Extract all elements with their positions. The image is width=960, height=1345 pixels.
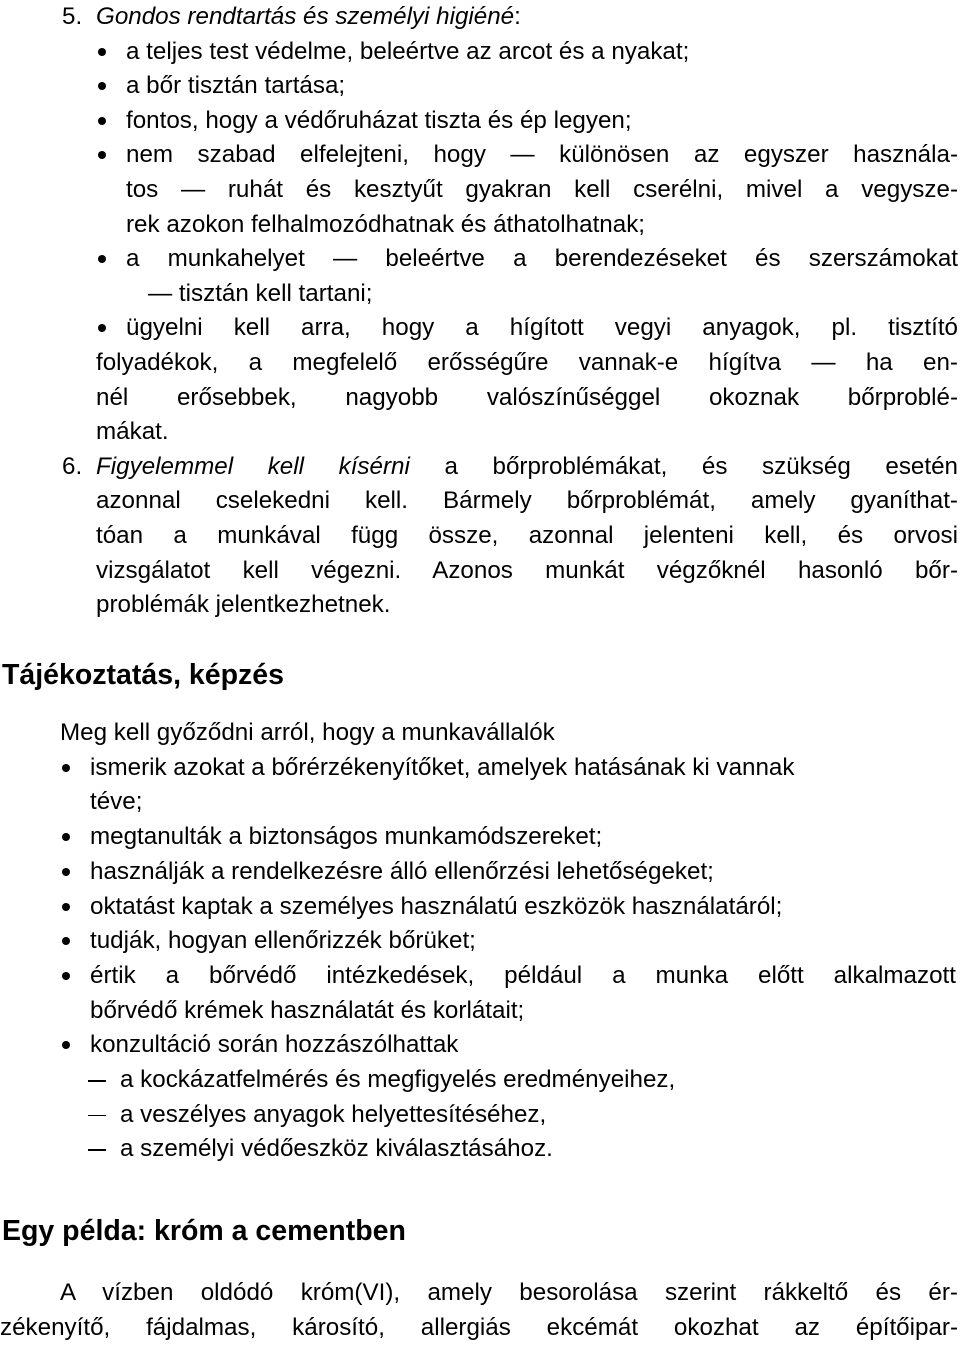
section-6-line	[96, 450, 958, 485]
list-item	[62, 311, 958, 346]
list-item-line: rek azokon felhalmozódhatnak és áthatolhatnak;	[126, 210, 646, 238]
list-item	[60, 959, 956, 1028]
list-item-line: ismerik azokat a bőrérzékenyítőket, amelyek hatásának ki vannak	[90, 753, 795, 781]
list-item	[62, 69, 958, 104]
sub-list-item-text: a személyi védőeszköz kiválasztásához.	[120, 1135, 553, 1163]
list-item	[60, 855, 956, 890]
list-item	[62, 138, 958, 242]
section-5-heading	[62, 0, 958, 35]
training-intro: Meg kell győződni arról, hogy a munkavállalók	[60, 719, 555, 746]
list-item-line: a munkahelyet — beleértve a berendezéseket és szerszámokat	[126, 245, 958, 273]
list-item-text: a bőr tisztán tartása;	[126, 72, 346, 100]
list-item-text: fontos, hogy a védőruházat tiszta és ép legyen;	[126, 106, 632, 134]
list-item-line: megtanulták a biztonságos munkamódszereket;	[90, 823, 603, 851]
heading-example: Egy példa: króm a cementben	[2, 1215, 406, 1247]
list-item	[60, 924, 956, 959]
list-item	[62, 242, 958, 311]
section-5-number: 5.	[62, 3, 83, 30]
sub-list-item-text: a veszélyes anyagok helyettesítéséhez,	[120, 1100, 547, 1128]
section-6-line1-rest: a bőrproblémákat, és szükség esetén	[409, 452, 958, 480]
list-item-line: folyadékok, a megfelelő erősségűre vannak-e hígítva — ha en-	[96, 348, 958, 376]
list-item-line: téve;	[90, 788, 143, 816]
example-line: A vízben oldódó króm(VI), amely besorolása szerint rákkeltő és ér-	[60, 1279, 958, 1306]
list-item	[60, 890, 956, 925]
bullet-icon	[98, 48, 106, 56]
bullet-icon	[98, 151, 106, 159]
list-item-line: ügyelni kell arra, hogy a hígított vegyi anyagok, pl. tisztító	[126, 314, 958, 342]
list-item-line: — tisztán kell tartani;	[148, 279, 373, 307]
dash-icon	[88, 1149, 106, 1151]
list-item-line: oktatást kaptak a személyes használatú eszközök használatáról;	[90, 892, 783, 920]
bullet-icon	[62, 903, 70, 911]
section-6-number: 6.	[62, 452, 83, 480]
list-item-line: értik a bőrvédő intézkedések, például a munka előtt alkalmazott	[90, 961, 956, 989]
bullet-icon	[62, 868, 70, 876]
list-item	[62, 35, 958, 70]
section-6-line: azonnal cselekedni kell. Bármely bőrproblémát, amely gyaníthat-	[96, 487, 958, 515]
section-6-paragraph	[62, 450, 958, 623]
bullet-icon	[62, 937, 70, 945]
section-6-line: problémák jelentkezhetnek.	[96, 591, 391, 619]
list-item-line: nél erősebbek, nagyobb valószínűséggel okoznak bőrproblé-	[96, 383, 958, 411]
example-line: zékenyítő, fájdalmas, károsító, allergiás ekcémát okozhat az építőipar-	[0, 1314, 958, 1341]
heading-training: Tájékoztatás, képzés	[2, 659, 284, 691]
list-item-line: nem szabad elfelejteni, hogy — különösen az egyszer használa-	[126, 141, 958, 169]
section-6-line: vizsgálatot kell végezni. Azonos munkát végzőknél hasonló bőr-	[96, 556, 958, 584]
list-item-text: a teljes test védelme, beleértve az arcot és a nyakat;	[126, 37, 690, 65]
list-item-line: konzultáció során hozzászólhattak	[90, 1031, 459, 1059]
list-item	[60, 751, 956, 820]
bullet-icon	[62, 764, 70, 772]
list-item-line: mákat.	[96, 418, 169, 446]
bullet-icon	[98, 117, 106, 125]
list-item	[60, 1028, 956, 1063]
sub-list-item	[60, 1063, 956, 1098]
bullet-icon	[98, 324, 106, 332]
list-item-continuation	[62, 346, 958, 450]
sub-list-item-text: a kockázatfelmérés és megfigyelés eredményeihez,	[120, 1066, 676, 1094]
bullet-icon	[62, 833, 70, 841]
list-item-line: bőrvédő krémek használatát és korlátait;	[90, 996, 525, 1024]
dash-icon	[88, 1115, 106, 1117]
bullet-icon	[98, 82, 106, 90]
example-paragraph	[0, 1275, 958, 1345]
sub-list-item	[60, 1132, 956, 1167]
bullet-icon	[62, 1041, 70, 1049]
sub-list-item	[60, 1098, 956, 1133]
bullet-icon	[98, 255, 106, 263]
hygiene-section	[62, 0, 958, 623]
list-item-line: tos — ruhát és kesztyűt gyakran kell cserélni, mivel a vegysze-	[126, 175, 958, 203]
training-section	[60, 716, 956, 1167]
dash-icon	[88, 1080, 106, 1082]
list-item-line: használják a rendelkezésre álló ellenőrzési lehetőségeket;	[90, 857, 714, 885]
list-item	[60, 820, 956, 855]
section-5-colon: :	[514, 3, 521, 30]
list-item-line: tudják, hogyan ellenőrizzék bőrüket;	[90, 927, 476, 955]
list-item	[62, 104, 958, 139]
section-6-title: Figyelemmel kell kísérni	[96, 452, 410, 480]
section-5-title: Gondos rendtartás és személyi higiéné	[96, 3, 515, 30]
bullet-icon	[62, 972, 70, 980]
section-6-line: tóan a munkával függ össze, azonnal jelenteni kell, és orvosi	[96, 521, 958, 549]
